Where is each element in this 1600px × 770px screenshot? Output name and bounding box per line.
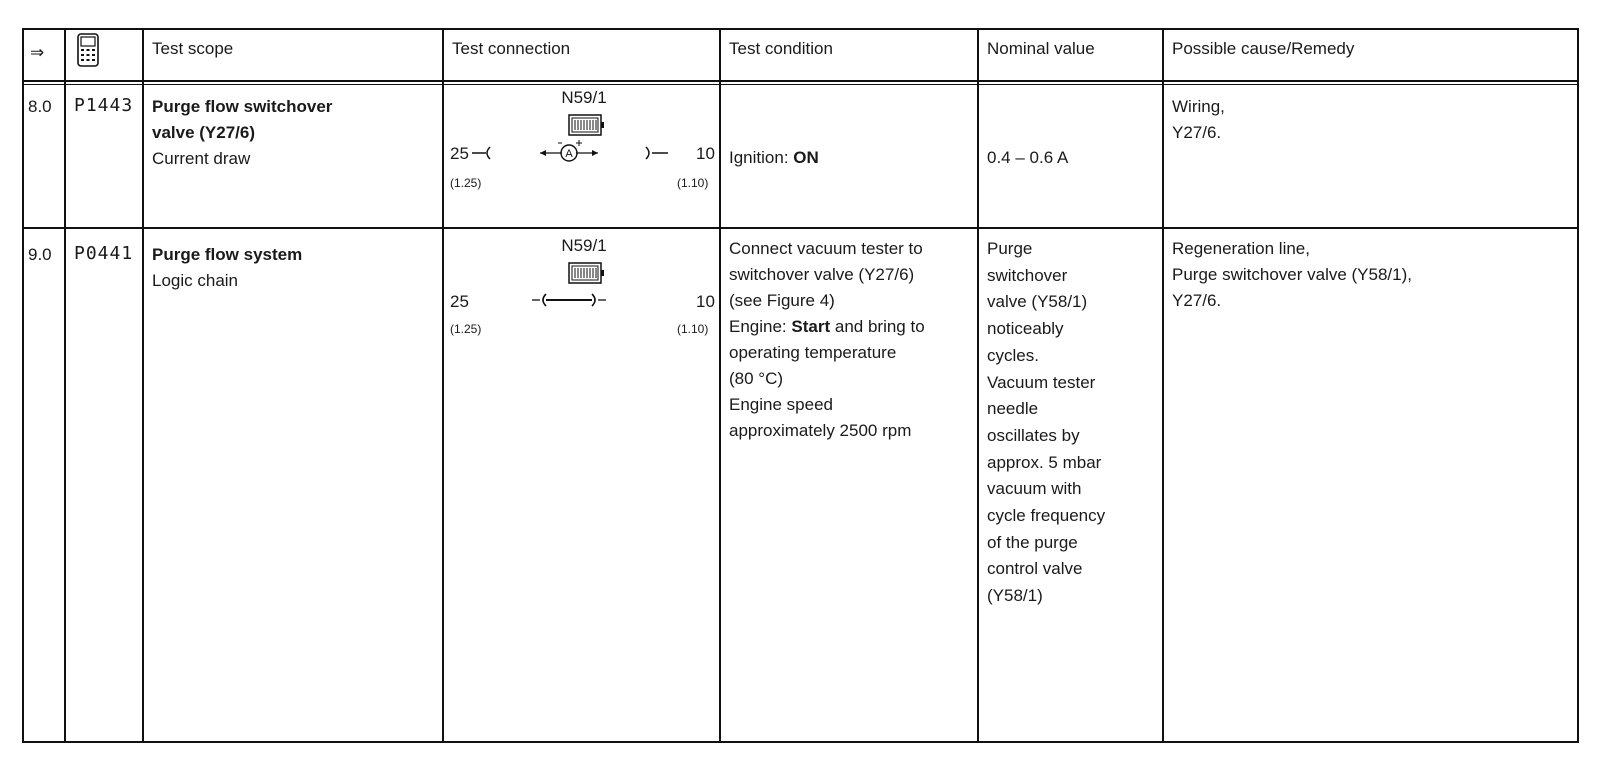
nominal-line: cycle frequency <box>987 506 1106 526</box>
condition-line6: (80 °C) <box>729 369 784 388</box>
condition-line1: Connect vacuum tester to <box>729 239 923 258</box>
row-step: 8.0 <box>28 97 52 116</box>
fault-code: P1443 <box>74 95 134 116</box>
nominal-line: approx. 5 mbar <box>987 452 1102 472</box>
connector-icon <box>568 114 604 141</box>
nominal-value: 0.4 – 0.6 A <box>987 148 1069 167</box>
nominal-line: of the purge <box>987 532 1078 552</box>
scope-title-line1: Purge flow switchover <box>152 97 333 116</box>
header-test-scope: Test scope <box>152 39 234 58</box>
test-condition <box>729 145 819 171</box>
remedy-line2: Purge switchover valve (Y58/1), <box>1172 265 1412 284</box>
scope-title-line1: Purge flow system <box>152 245 303 264</box>
jumper-cable-symbol <box>532 288 612 317</box>
pin-right-sub: (1.10) <box>677 322 709 336</box>
pin-right-sub: (1.10) <box>677 176 709 190</box>
scope-subtitle: Logic chain <box>152 271 239 290</box>
pin-left: 25 <box>450 144 469 163</box>
nominal-line: noticeably <box>987 319 1064 339</box>
condition-line5: operating temperature <box>729 343 897 362</box>
test-table <box>22 28 1579 743</box>
pin-left-sub: (1.25) <box>450 322 482 336</box>
nominal-line: cycles. <box>987 345 1039 365</box>
nominal-line: Vacuum tester <box>987 372 1096 392</box>
header-arrow: ⇒ <box>30 43 45 62</box>
condition-line4c: and bring to <box>834 317 925 336</box>
test-condition <box>729 236 925 444</box>
fault-code: P0441 <box>74 243 134 264</box>
row-divider <box>24 227 1577 229</box>
condition-line8: approximately 2500 rpm <box>729 421 912 440</box>
scope-title <box>152 242 302 294</box>
remedy-line2: Y27/6. <box>1172 123 1222 142</box>
nominal-line: control valve <box>987 559 1083 579</box>
scope-subtitle: Current draw <box>152 149 251 168</box>
pin-right: 10 <box>696 292 715 311</box>
nominal-line: Purge <box>987 239 1033 258</box>
scope-title-line2: valve (Y27/6) <box>152 123 256 142</box>
header-possible-cause: Possible cause/Remedy <box>1172 39 1355 58</box>
remedy-line1: Wiring, <box>1172 97 1225 116</box>
remedy-line1: Regeneration line, <box>1172 239 1310 258</box>
nominal-value <box>987 236 1105 610</box>
row-step: 9.0 <box>28 245 52 264</box>
condition-line3: (see Figure 4) <box>729 291 835 310</box>
nominal-line: (Y58/1) <box>987 586 1043 606</box>
scope-title <box>152 94 332 172</box>
module-label: N59/1 <box>561 236 607 255</box>
header-test-connection: Test connection <box>452 39 571 58</box>
module-label: N59/1 <box>561 88 607 107</box>
connector-icon <box>568 262 604 289</box>
nominal-line: vacuum with <box>987 479 1082 499</box>
ammeter-symbol <box>472 138 694 173</box>
col-rule <box>142 30 144 741</box>
condition-line4a: Engine: <box>729 317 787 336</box>
col-rule <box>64 30 66 741</box>
pin-right: 10 <box>696 144 715 163</box>
nominal-line: valve (Y58/1) <box>987 292 1088 312</box>
condition-line7: Engine speed <box>729 395 833 414</box>
nominal-line: needle <box>987 399 1039 419</box>
col-rule <box>1162 30 1164 741</box>
header-nominal-value: Nominal value <box>987 39 1095 58</box>
nominal-line: oscillates by <box>987 425 1080 445</box>
nominal-line: switchover <box>987 265 1068 285</box>
condition-line4b: Start <box>791 317 831 336</box>
ammeter-letter: A <box>565 148 573 160</box>
header-test-condition: Test condition <box>729 39 833 58</box>
condition-value: ON <box>793 148 819 167</box>
pin-left-sub: (1.25) <box>450 176 482 190</box>
header-divider-double <box>24 84 1577 85</box>
remedy <box>1172 94 1225 146</box>
pin-left: 25 <box>450 292 469 311</box>
handheld-tester-icon <box>76 33 100 75</box>
remedy <box>1172 236 1412 314</box>
col-rule <box>977 30 979 741</box>
header-divider <box>24 80 1577 82</box>
remedy-line3: Y27/6. <box>1172 291 1222 310</box>
col-rule <box>719 30 721 741</box>
condition-line2: switchover valve (Y27/6) <box>729 265 915 284</box>
condition-label: Ignition: <box>729 148 789 167</box>
col-rule <box>442 30 444 741</box>
